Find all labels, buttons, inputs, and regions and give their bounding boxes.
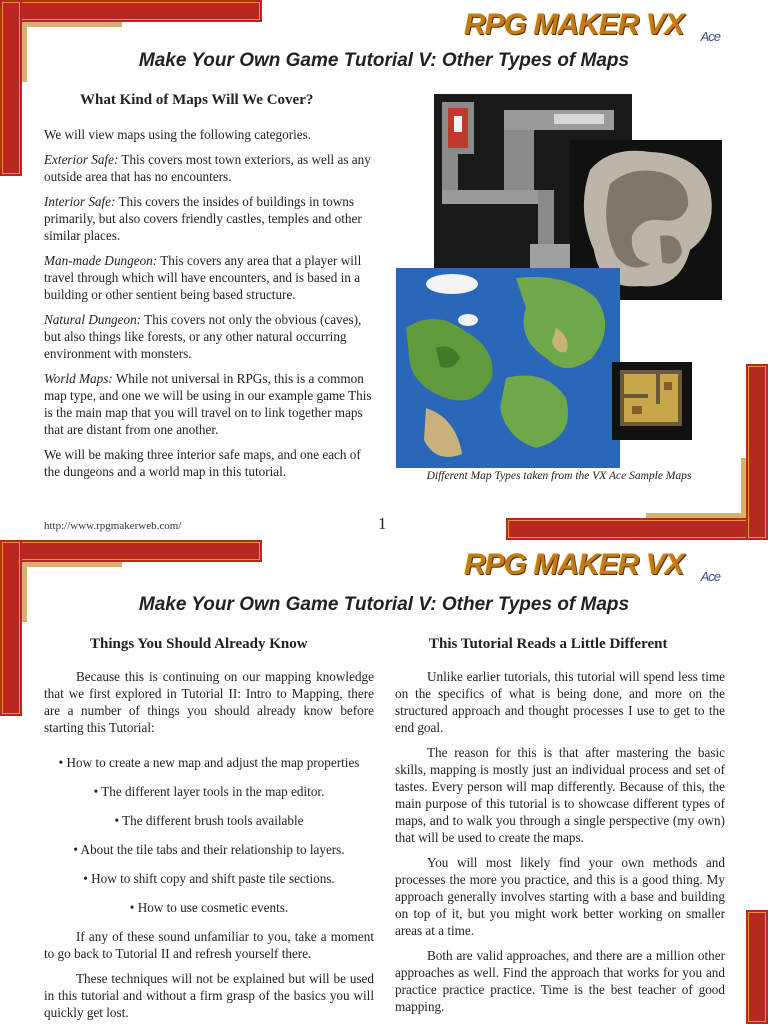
page-title: Make Your Own Game Tutorial V: Other Types of Maps — [138, 594, 630, 615]
section-heading: What Kind of Maps Will We Cover? — [80, 92, 314, 108]
map-collage-image — [396, 94, 722, 468]
page-number: 1 — [378, 514, 387, 533]
closing-paragraph: We will be making three interior safe maps, and one each of the dungeons and a world map in this tutorial. — [44, 447, 361, 479]
border-trim — [22, 22, 122, 27]
border-trim — [646, 513, 746, 518]
list-item: • The different brush tools available — [114, 813, 304, 828]
ornamental-border-left — [0, 0, 22, 176]
category-world-maps: World Maps: While not universal in RPGs, this is a common map type, and one we will be using in our example game This is the main map that you will travel on to link together maps that are distant from one another. — [44, 371, 372, 437]
border-trim — [22, 562, 122, 567]
left-intro: Because this is continuing on our mapping knowledge that we first explored in Tutorial II: Intro to Mapping, there are a number of things you should already know before starting this Tutorial: — [44, 669, 374, 735]
category-natural-dungeon: Natural Dungeon: This covers not only the obvious (caves), but also things like forests, or any other natural occurring environment with monsters. — [44, 312, 362, 361]
page-title: Make Your Own Game Tutorial V: Other Types of Maps — [138, 50, 630, 71]
list-item: • About the tile tabs and their relationship to layers. — [73, 842, 345, 857]
rpg-maker-logo: RPG MAKER VX Ace — [464, 8, 720, 44]
left-heading: Things You Should Already Know — [90, 636, 308, 652]
body-text — [44, 126, 374, 488]
right-paragraph: Both are valid approaches, and there are a million other approaches as well. Find the approach that works for you and practice practice practice. Time is the best teacher of good mapping. — [395, 948, 725, 1014]
world-map-image — [396, 268, 620, 468]
list-item: • How to shift copy and shift paste tile sections. — [83, 871, 335, 886]
list-item: • The different layer tools in the map editor. — [93, 784, 325, 799]
left-paragraph: If any of these sound unfamiliar to you, take a moment to go back to Tutorial II and refresh yourself there. — [44, 929, 374, 961]
left-paragraph: These techniques will not be explained but will be used in this tutorial and without a firm grasp of the basics you will quickly get lost. — [44, 971, 374, 1020]
right-paragraph: Unlike earlier tutorials, this tutorial will spend less time on the specifics of what is being done, and more on the structured approach and thought processes I use to get to the end goal. — [395, 669, 725, 735]
page-2 — [0, 540, 768, 1024]
ornamental-border-right — [746, 364, 768, 540]
category-exterior: Exterior Safe: This covers most town exteriors, as well as any outside area that has no encounters. — [44, 152, 371, 184]
bullet-list — [44, 754, 374, 916]
category-interior: Interior Safe: This covers the insides of buildings in towns primarily, but also covers friendly castles, temples and other similar places. — [44, 194, 362, 243]
left-column — [44, 668, 374, 1024]
ornamental-border-right — [746, 910, 768, 1024]
footer-url[interactable]: http://www.rpgmakerweb.com/ — [44, 520, 182, 532]
right-paragraph: The reason for this is that after mastering the basic skills, mapping is mostly just an individual process and set of tastes. Every person will map differently. Because of this, the main purpose of this tutorial is to showcase different types of maps, and to walk you through a single perspective (my own) that will be used to create the maps. — [395, 745, 725, 845]
border-trim — [741, 458, 746, 518]
right-paragraph: You will most likely find your own methods and processes the more you practice, and this is a good thing. My approach generally involves starting with a base and building on top of it, but you might work better working on smaller areas at a time. — [395, 855, 725, 938]
list-item: • How to use cosmetic events. — [129, 900, 289, 915]
ornamental-border-top-left — [0, 0, 262, 22]
ornamental-border-bottom-right — [506, 518, 768, 540]
rpg-maker-logo: RPG MAKER VX Ace — [464, 548, 720, 584]
intro-paragraph: We will view maps using the following categories. — [44, 127, 312, 142]
right-heading: This Tutorial Reads a Little Different — [429, 636, 668, 652]
image-caption: Different Map Types taken from the VX Ace Sample Maps — [426, 470, 692, 482]
category-manmade-dungeon: Man-made Dungeon: This covers any area that a player will travel through which will have encounters, and is based in a building or other sentient being based structure. — [44, 253, 362, 302]
ornamental-border-top-left — [0, 540, 262, 562]
ornamental-border-left — [0, 540, 22, 716]
list-item: • How to create a new map and adjust the map properties — [58, 755, 360, 770]
interior-map-image — [612, 362, 692, 440]
right-column — [395, 668, 725, 1023]
